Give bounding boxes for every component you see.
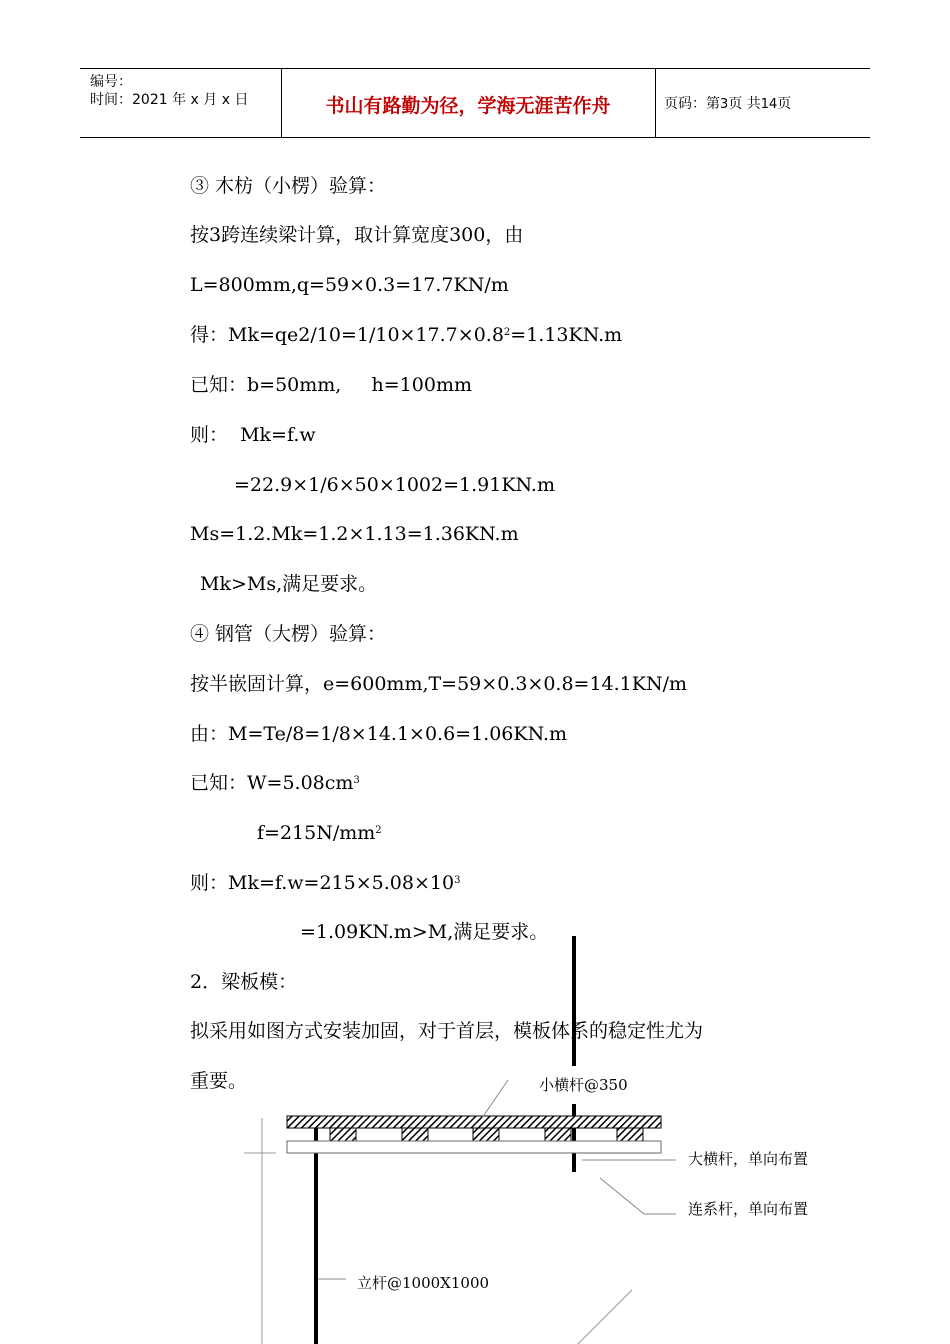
big-cross-bar: [287, 1141, 661, 1153]
leader-line: [482, 1080, 508, 1118]
section-heading-formwork: 2．梁板模：: [190, 971, 298, 993]
page-prefix: 页码：第: [664, 96, 720, 112]
label-small-cross-bar: 小横杆@350: [539, 1076, 628, 1094]
small-cross-bar: [330, 1128, 356, 1141]
superscript: 2: [503, 327, 511, 338]
superscript: 3: [454, 875, 461, 886]
small-cross-bar: [473, 1128, 499, 1141]
formula-text: 则：Mk=f.w=215×5.08×10: [190, 872, 455, 894]
text-line: 拟采用如图方式安装加固，对于首层，模板体系的稳定性尤为: [190, 1020, 704, 1042]
section-heading-timber: ③ 木枋（小楞）验算：: [190, 175, 387, 197]
small-cross-bar: [617, 1128, 643, 1141]
small-cross-bar: [402, 1128, 428, 1141]
small-cross-bar: [545, 1128, 571, 1141]
doc-time-label: 时间：2021 年 x 月 x 日: [90, 92, 249, 108]
conclusion-line: =1.09KN.m>M,满足要求。: [300, 921, 549, 943]
page-mid: 页 共: [728, 96, 761, 112]
formula-line: 则： Mk=f.w: [190, 424, 316, 446]
formula-line: Ms=1.2.Mk=1.2×1.13=1.36KN.m: [190, 523, 519, 545]
page-total: 14: [760, 97, 778, 112]
formula-text: f=215N/mm: [257, 822, 376, 844]
label-post: 立杆@1000X1000: [357, 1274, 490, 1292]
formula-line: L=800mm,q=59×0.3=17.7KN/m: [190, 274, 509, 296]
superscript: 3: [353, 775, 360, 786]
formula-line: =22.9×1/6×50×1002=1.91KN.m: [234, 474, 555, 496]
superscript: 2: [375, 825, 382, 836]
formula-text: 得：Mk=qe2/10=1/10×17.7×0.8: [190, 324, 504, 346]
formula-text: =1.13KN.m: [510, 324, 623, 346]
formula-text: 已知：W=5.08cm: [190, 772, 354, 794]
formula-line: 已知：b=50mm, h=100mm: [190, 374, 472, 396]
guide-line: [578, 1290, 632, 1344]
label-big-cross-bar: 大横杆，单向布置: [688, 1150, 809, 1168]
label-tie-bar: 连系杆，单向布置: [688, 1200, 809, 1218]
conclusion-line: Mk>Ms,满足要求。: [200, 573, 378, 595]
page-current: 3: [720, 97, 729, 112]
doc-number-label: 编号：: [90, 74, 132, 90]
header-motto: 书山有路勤为径，学海无涯苦作舟: [325, 95, 611, 117]
text-line: 按3跨连续梁计算，取计算宽度300，由: [190, 224, 524, 246]
formwork-slab: [287, 1116, 661, 1128]
formula-line: 由：M=Te/8=1/8×14.1×0.6=1.06KN.m: [190, 723, 568, 745]
leader-line: [600, 1178, 644, 1214]
formula-line: 按半嵌固计算，e=600mm,T=59×0.3×0.8=14.1KN/m: [190, 673, 688, 695]
page-suffix: 页: [777, 96, 792, 112]
section-heading-steel: ④ 钢管（大楞）验算：: [190, 623, 387, 645]
text-line: 重要。: [190, 1070, 248, 1092]
